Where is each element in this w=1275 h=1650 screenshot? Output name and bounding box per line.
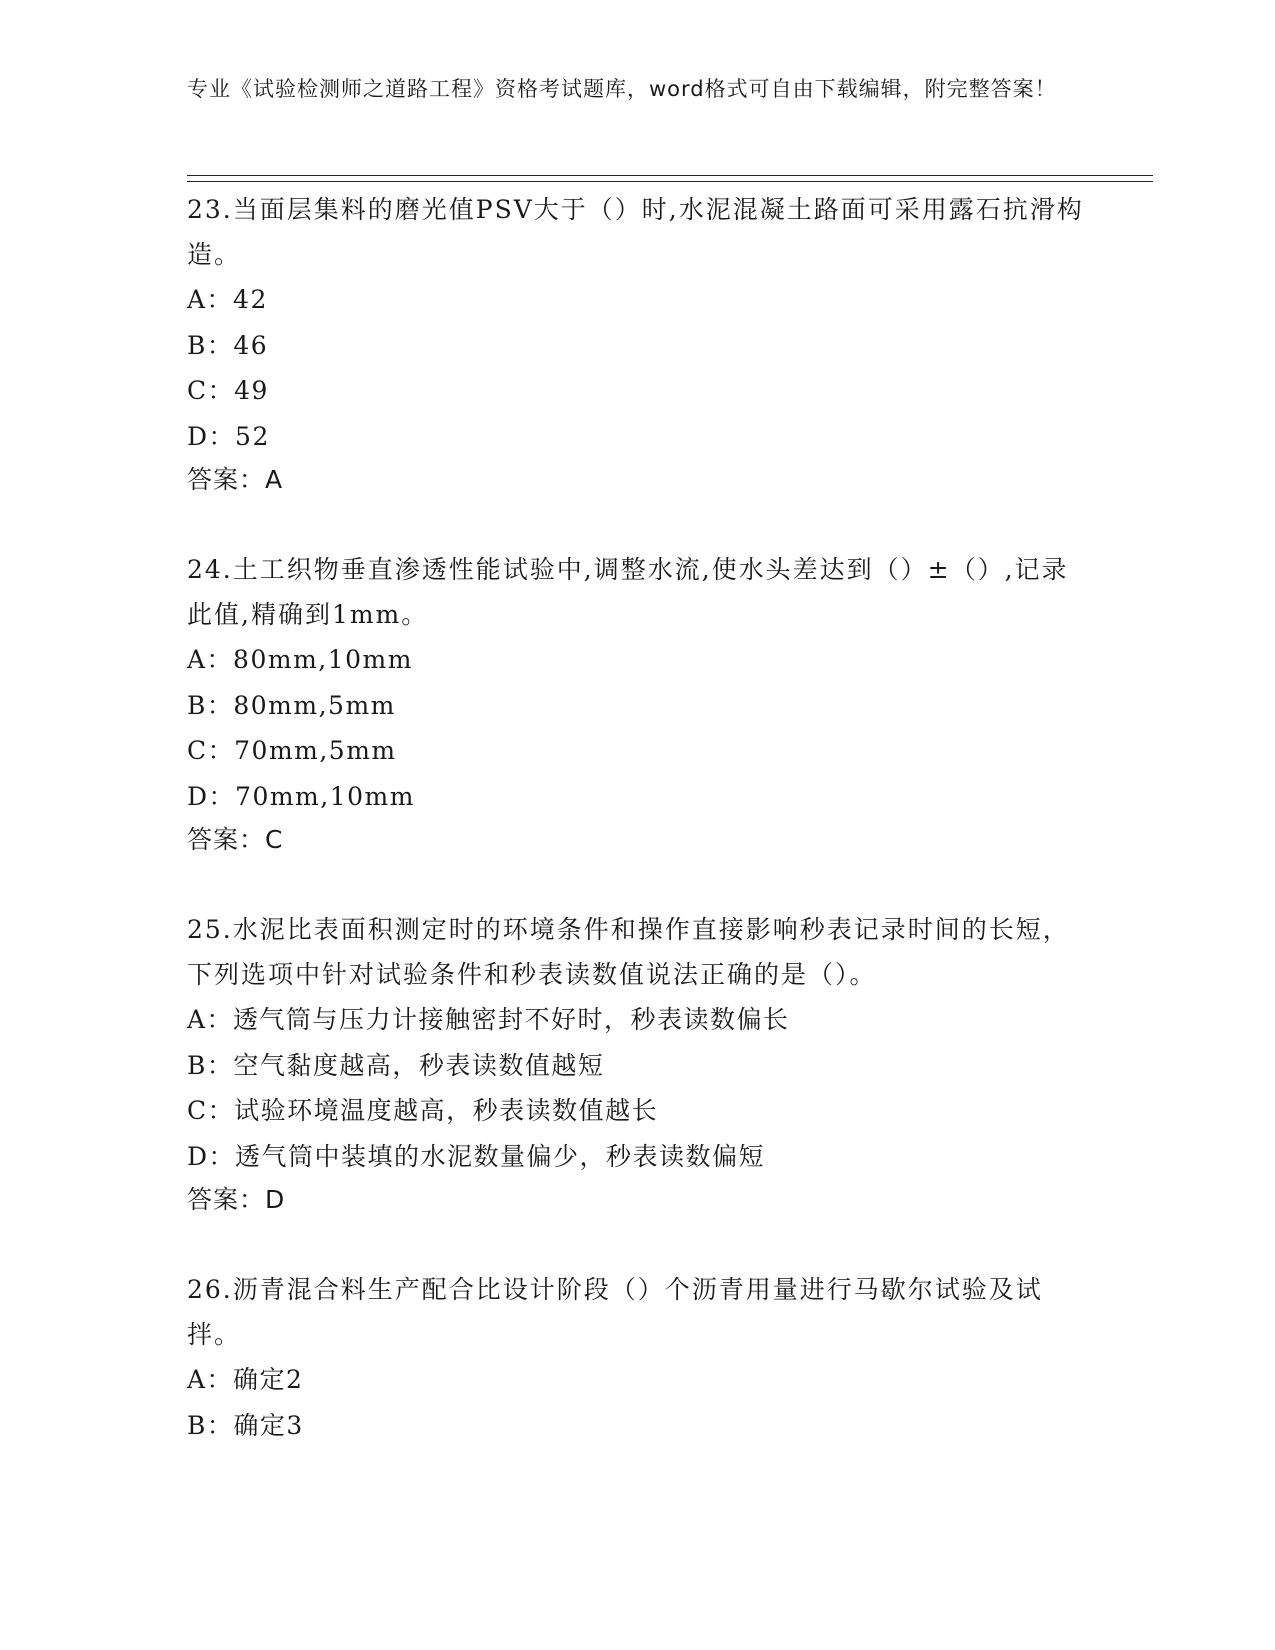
question-25 — [187, 907, 1087, 1221]
header-text: 专业《试验检测师之道路工程》资格考试题库，word格式可自由下载编辑，附完整答案！ — [187, 77, 1057, 101]
question-stem: 26.沥青混合料生产配合比设计阶段（）个沥青用量进行马歇尔试验及试拌。 — [187, 1275, 1043, 1349]
option-a: A：确定2 — [187, 1365, 304, 1394]
option-c: C：试验环境温度越高，秒表读数值越长 — [187, 1096, 659, 1125]
option-b: B：46 — [187, 330, 269, 360]
option-d: D：透气筒中装填的水泥数量偏少，秒表读数偏短 — [187, 1141, 766, 1171]
option-c: C：70mm,5mm — [187, 736, 397, 765]
question-stem: 25.水泥比表面积测定时的环境条件和操作直接影响秒表记录时间的长短，下列选项中针对试验条件和秒表读数值说法正确的是（）。 — [187, 915, 1070, 989]
option-d: D：52 — [187, 421, 270, 451]
answer-line: 答案：A — [187, 465, 284, 494]
option-c: C：49 — [187, 376, 269, 405]
option-b: B：确定3 — [187, 1410, 304, 1440]
option-b: B：空气黏度越高，秒表读数值越短 — [187, 1050, 605, 1080]
option-a: A：42 — [187, 285, 268, 314]
document-header — [187, 72, 1087, 106]
question-stem: 23.当面层集料的磨光值PSV大于（）时,水泥混凝土路面可采用露石抗滑构造。 — [187, 195, 1084, 269]
option-b: B：80mm,5mm — [187, 690, 396, 720]
header-divider-bottom — [187, 181, 1153, 182]
question-24 — [187, 547, 1087, 861]
question-23 — [187, 187, 1087, 501]
answer-line: 答案：D — [187, 1185, 286, 1214]
question-list — [187, 187, 1087, 1448]
question-stem: 24.土工织物垂直渗透性能试验中,调整水流,使水头差达到（）±（）,记录此值,精确到1mm。 — [187, 555, 1069, 629]
question-26 — [187, 1267, 1087, 1448]
option-a: A：透气筒与压力计接触密封不好时，秒表读数偏长 — [187, 1005, 790, 1034]
header-divider-top — [187, 175, 1153, 176]
option-d: D：70mm,10mm — [187, 781, 415, 811]
answer-line: 答案：C — [187, 825, 284, 854]
option-a: A：80mm,10mm — [187, 645, 413, 674]
